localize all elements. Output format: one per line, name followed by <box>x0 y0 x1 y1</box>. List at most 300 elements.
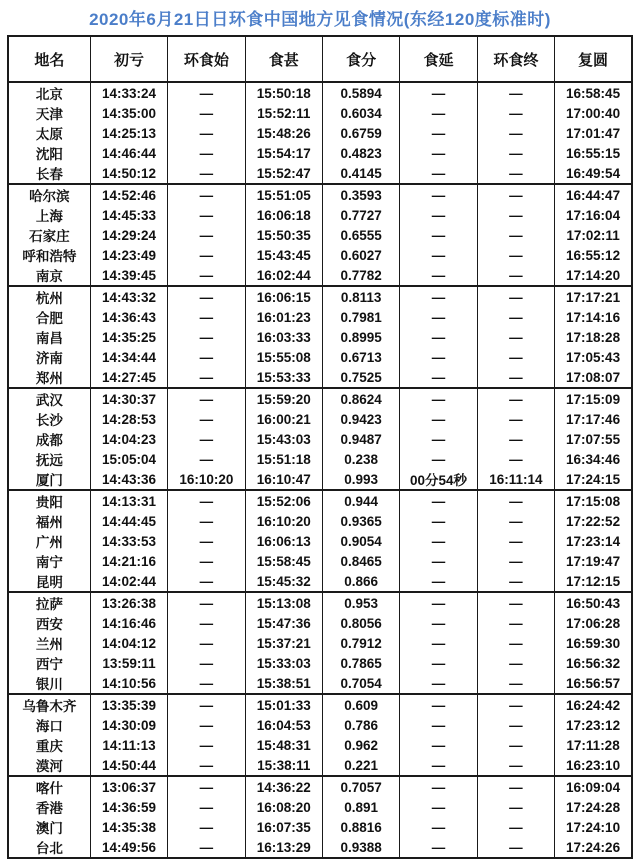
cell-annular-start: — <box>168 225 245 245</box>
cell-maximum: 16:08:20 <box>245 797 322 817</box>
cell-place: 北京 <box>8 82 90 103</box>
cell-first-contact: 13:35:39 <box>90 694 167 715</box>
cell-place: 抚远 <box>8 449 90 469</box>
table-row <box>8 429 632 449</box>
cell-annular-start: — <box>168 429 245 449</box>
cell-first-contact: 14:27:45 <box>90 367 167 388</box>
cell-first-contact: 14:46:44 <box>90 143 167 163</box>
cell-annular-end: — <box>477 307 554 327</box>
cell-annular-start: — <box>168 307 245 327</box>
cell-first-contact: 14:52:46 <box>90 184 167 205</box>
cell-duration: — <box>400 327 477 347</box>
col-header-maximum: 食甚 <box>245 36 322 82</box>
cell-annular-start: — <box>168 449 245 469</box>
cell-annular-start: — <box>168 531 245 551</box>
cell-annular-start: 16:10:20 <box>168 469 245 490</box>
cell-annular-start: — <box>168 163 245 184</box>
table-header <box>8 36 632 82</box>
cell-maximum: 15:38:51 <box>245 673 322 694</box>
cell-maximum: 15:50:18 <box>245 82 322 103</box>
cell-maximum: 16:04:53 <box>245 715 322 735</box>
cell-annular-start: — <box>168 388 245 409</box>
cell-annular-end: 16:11:14 <box>477 469 554 490</box>
cell-last-contact: 16:34:46 <box>555 449 632 469</box>
cell-last-contact: 17:17:21 <box>555 286 632 307</box>
cell-annular-end: — <box>477 571 554 592</box>
cell-place: 上海 <box>8 205 90 225</box>
header-row <box>8 36 632 82</box>
cell-maximum: 14:36:22 <box>245 776 322 797</box>
table-group <box>8 592 632 694</box>
cell-annular-end: — <box>477 633 554 653</box>
cell-annular-start: — <box>168 715 245 735</box>
cell-duration: — <box>400 123 477 143</box>
table-group <box>8 82 632 184</box>
cell-place: 西宁 <box>8 653 90 673</box>
cell-duration: — <box>400 673 477 694</box>
cell-magnitude: 0.609 <box>322 694 399 715</box>
cell-duration: — <box>400 347 477 367</box>
cell-maximum: 15:50:35 <box>245 225 322 245</box>
cell-maximum: 15:54:17 <box>245 143 322 163</box>
cell-last-contact: 17:02:11 <box>555 225 632 245</box>
cell-last-contact: 17:01:47 <box>555 123 632 143</box>
cell-place: 兰州 <box>8 633 90 653</box>
cell-magnitude: 0.4823 <box>322 143 399 163</box>
cell-annular-start: — <box>168 694 245 715</box>
cell-magnitude: 0.7525 <box>322 367 399 388</box>
cell-place: 拉萨 <box>8 592 90 613</box>
table-row <box>8 163 632 184</box>
cell-place: 长春 <box>8 163 90 184</box>
cell-last-contact: 16:55:12 <box>555 245 632 265</box>
table-row <box>8 327 632 347</box>
cell-annular-start: — <box>168 755 245 776</box>
cell-annular-start: — <box>168 347 245 367</box>
cell-first-contact: 14:33:24 <box>90 82 167 103</box>
cell-place: 南昌 <box>8 327 90 347</box>
cell-annular-end: — <box>477 184 554 205</box>
table-row <box>8 633 632 653</box>
cell-annular-end: — <box>477 592 554 613</box>
cell-magnitude: 0.7054 <box>322 673 399 694</box>
cell-annular-end: — <box>477 388 554 409</box>
cell-place: 喀什 <box>8 776 90 797</box>
cell-annular-start: — <box>168 613 245 633</box>
cell-place: 乌鲁木齐 <box>8 694 90 715</box>
table-row <box>8 388 632 409</box>
cell-annular-start: — <box>168 490 245 511</box>
cell-annular-start: — <box>168 735 245 755</box>
cell-magnitude: 0.221 <box>322 755 399 776</box>
cell-maximum: 15:58:45 <box>245 551 322 571</box>
cell-annular-end: — <box>477 245 554 265</box>
cell-duration: — <box>400 817 477 837</box>
cell-annular-end: — <box>477 776 554 797</box>
cell-magnitude: 0.9054 <box>322 531 399 551</box>
cell-first-contact: 14:45:33 <box>90 205 167 225</box>
cell-magnitude: 0.8995 <box>322 327 399 347</box>
cell-maximum: 15:43:45 <box>245 245 322 265</box>
table-row <box>8 613 632 633</box>
cell-last-contact: 17:24:10 <box>555 817 632 837</box>
cell-magnitude: 0.3593 <box>322 184 399 205</box>
table-row <box>8 755 632 776</box>
cell-first-contact: 14:04:12 <box>90 633 167 653</box>
cell-annular-end: — <box>477 367 554 388</box>
cell-maximum: 15:59:20 <box>245 388 322 409</box>
cell-magnitude: 0.953 <box>322 592 399 613</box>
cell-magnitude: 0.5894 <box>322 82 399 103</box>
cell-magnitude: 0.7782 <box>322 265 399 286</box>
cell-duration: — <box>400 715 477 735</box>
cell-annular-start: — <box>168 82 245 103</box>
cell-last-contact: 16:24:42 <box>555 694 632 715</box>
cell-first-contact: 14:34:44 <box>90 347 167 367</box>
cell-duration: — <box>400 797 477 817</box>
cell-last-contact: 17:16:04 <box>555 205 632 225</box>
cell-duration: — <box>400 163 477 184</box>
cell-annular-end: — <box>477 817 554 837</box>
cell-annular-start: — <box>168 103 245 123</box>
table-row <box>8 265 632 286</box>
cell-last-contact: 17:11:28 <box>555 735 632 755</box>
cell-duration: — <box>400 388 477 409</box>
cell-maximum: 15:51:18 <box>245 449 322 469</box>
cell-duration: — <box>400 571 477 592</box>
cell-annular-end: — <box>477 837 554 858</box>
cell-duration: — <box>400 633 477 653</box>
cell-magnitude: 0.7727 <box>322 205 399 225</box>
cell-magnitude: 0.7981 <box>322 307 399 327</box>
table-row <box>8 143 632 163</box>
cell-place: 台北 <box>8 837 90 858</box>
cell-duration: — <box>400 694 477 715</box>
cell-first-contact: 13:59:11 <box>90 653 167 673</box>
cell-annular-end: — <box>477 82 554 103</box>
cell-place: 银川 <box>8 673 90 694</box>
cell-maximum: 16:07:35 <box>245 817 322 837</box>
cell-magnitude: 0.7912 <box>322 633 399 653</box>
cell-maximum: 16:01:23 <box>245 307 322 327</box>
cell-first-contact: 14:28:53 <box>90 409 167 429</box>
col-header-last-contact: 复圆 <box>555 36 632 82</box>
cell-annular-end: — <box>477 123 554 143</box>
table-row <box>8 551 632 571</box>
cell-first-contact: 13:06:37 <box>90 776 167 797</box>
cell-first-contact: 14:35:00 <box>90 103 167 123</box>
cell-place: 香港 <box>8 797 90 817</box>
cell-maximum: 16:06:18 <box>245 205 322 225</box>
table-row <box>8 347 632 367</box>
cell-annular-start: — <box>168 409 245 429</box>
cell-last-contact: 16:44:47 <box>555 184 632 205</box>
cell-annular-start: — <box>168 143 245 163</box>
table-row <box>8 286 632 307</box>
cell-duration: — <box>400 286 477 307</box>
cell-duration: — <box>400 837 477 858</box>
table-group <box>8 184 632 286</box>
cell-maximum: 15:51:05 <box>245 184 322 205</box>
cell-magnitude: 0.6555 <box>322 225 399 245</box>
table-group <box>8 286 632 388</box>
cell-magnitude: 0.866 <box>322 571 399 592</box>
cell-last-contact: 16:50:43 <box>555 592 632 613</box>
cell-place: 长沙 <box>8 409 90 429</box>
table-row <box>8 653 632 673</box>
cell-first-contact: 13:26:38 <box>90 592 167 613</box>
cell-place: 福州 <box>8 511 90 531</box>
cell-annular-end: — <box>477 673 554 694</box>
cell-magnitude: 0.238 <box>322 449 399 469</box>
cell-duration: — <box>400 490 477 511</box>
cell-duration: — <box>400 449 477 469</box>
cell-annular-end: — <box>477 797 554 817</box>
cell-magnitude: 0.8816 <box>322 817 399 837</box>
table-row <box>8 367 632 388</box>
cell-first-contact: 14:25:13 <box>90 123 167 143</box>
cell-place: 贵阳 <box>8 490 90 511</box>
cell-first-contact: 14:13:31 <box>90 490 167 511</box>
cell-annular-end: — <box>477 531 554 551</box>
cell-maximum: 15:52:06 <box>245 490 322 511</box>
cell-maximum: 16:02:44 <box>245 265 322 286</box>
table-row <box>8 123 632 143</box>
cell-last-contact: 17:15:09 <box>555 388 632 409</box>
cell-maximum: 16:00:21 <box>245 409 322 429</box>
cell-annular-start: — <box>168 245 245 265</box>
cell-place: 石家庄 <box>8 225 90 245</box>
cell-last-contact: 17:14:16 <box>555 307 632 327</box>
cell-annular-end: — <box>477 449 554 469</box>
cell-last-contact: 17:23:12 <box>555 715 632 735</box>
cell-place: 重庆 <box>8 735 90 755</box>
cell-last-contact: 17:06:28 <box>555 613 632 633</box>
cell-annular-start: — <box>168 367 245 388</box>
cell-last-contact: 17:23:14 <box>555 531 632 551</box>
cell-annular-end: — <box>477 735 554 755</box>
cell-duration: — <box>400 82 477 103</box>
cell-annular-end: — <box>477 694 554 715</box>
table-row <box>8 245 632 265</box>
cell-duration: — <box>400 735 477 755</box>
cell-place: 合肥 <box>8 307 90 327</box>
cell-maximum: 15:55:08 <box>245 347 322 367</box>
cell-magnitude: 0.9423 <box>322 409 399 429</box>
table-row <box>8 837 632 858</box>
cell-duration: — <box>400 551 477 571</box>
cell-place: 沈阳 <box>8 143 90 163</box>
cell-annular-start: — <box>168 633 245 653</box>
table-row <box>8 307 632 327</box>
cell-first-contact: 14:35:25 <box>90 327 167 347</box>
cell-maximum: 16:10:47 <box>245 469 322 490</box>
cell-first-contact: 14:36:43 <box>90 307 167 327</box>
cell-first-contact: 14:04:23 <box>90 429 167 449</box>
cell-duration: — <box>400 409 477 429</box>
cell-annular-end: — <box>477 755 554 776</box>
table-row <box>8 531 632 551</box>
table-row <box>8 409 632 429</box>
table-group <box>8 776 632 858</box>
cell-annular-end: — <box>477 265 554 286</box>
cell-annular-start: — <box>168 776 245 797</box>
table-row <box>8 776 632 797</box>
cell-first-contact: 14:16:46 <box>90 613 167 633</box>
cell-place: 昆明 <box>8 571 90 592</box>
cell-annular-start: — <box>168 837 245 858</box>
cell-last-contact: 17:15:08 <box>555 490 632 511</box>
cell-annular-start: — <box>168 817 245 837</box>
cell-last-contact: 16:49:54 <box>555 163 632 184</box>
cell-duration: — <box>400 613 477 633</box>
cell-place: 武汉 <box>8 388 90 409</box>
cell-magnitude: 0.8056 <box>322 613 399 633</box>
cell-annular-start: — <box>168 673 245 694</box>
table-row <box>8 82 632 103</box>
cell-annular-end: — <box>477 715 554 735</box>
table-row <box>8 184 632 205</box>
cell-magnitude: 0.6713 <box>322 347 399 367</box>
table-row <box>8 449 632 469</box>
cell-last-contact: 17:14:20 <box>555 265 632 286</box>
cell-duration: — <box>400 511 477 531</box>
cell-maximum: 15:52:11 <box>245 103 322 123</box>
eclipse-table <box>7 35 633 859</box>
cell-annular-start: — <box>168 797 245 817</box>
table-row <box>8 571 632 592</box>
cell-first-contact: 14:50:44 <box>90 755 167 776</box>
cell-first-contact: 14:10:56 <box>90 673 167 694</box>
cell-maximum: 15:45:32 <box>245 571 322 592</box>
cell-place: 太原 <box>8 123 90 143</box>
cell-maximum: 15:47:36 <box>245 613 322 633</box>
cell-maximum: 15:13:08 <box>245 592 322 613</box>
cell-last-contact: 17:05:43 <box>555 347 632 367</box>
cell-first-contact: 14:21:16 <box>90 551 167 571</box>
cell-first-contact: 14:23:49 <box>90 245 167 265</box>
cell-magnitude: 0.786 <box>322 715 399 735</box>
cell-magnitude: 0.9365 <box>322 511 399 531</box>
col-header-magnitude: 食分 <box>322 36 399 82</box>
cell-place: 厦门 <box>8 469 90 490</box>
cell-maximum: 15:53:33 <box>245 367 322 388</box>
cell-annular-start: — <box>168 205 245 225</box>
table-row <box>8 103 632 123</box>
cell-first-contact: 14:43:36 <box>90 469 167 490</box>
cell-place: 杭州 <box>8 286 90 307</box>
cell-last-contact: 16:09:04 <box>555 776 632 797</box>
cell-last-contact: 17:07:55 <box>555 429 632 449</box>
cell-last-contact: 17:19:47 <box>555 551 632 571</box>
cell-maximum: 15:52:47 <box>245 163 322 184</box>
cell-duration: — <box>400 367 477 388</box>
cell-place: 西安 <box>8 613 90 633</box>
cell-duration: — <box>400 245 477 265</box>
cell-place: 漠河 <box>8 755 90 776</box>
cell-annular-start: — <box>168 327 245 347</box>
table-group <box>8 694 632 776</box>
cell-annular-end: — <box>477 511 554 531</box>
cell-annular-end: — <box>477 653 554 673</box>
cell-last-contact: 17:22:52 <box>555 511 632 531</box>
cell-magnitude: 0.993 <box>322 469 399 490</box>
cell-annular-end: — <box>477 347 554 367</box>
cell-annular-end: — <box>477 225 554 245</box>
table-group <box>8 490 632 592</box>
cell-annular-start: — <box>168 286 245 307</box>
cell-duration: — <box>400 307 477 327</box>
cell-place: 广州 <box>8 531 90 551</box>
cell-place: 南京 <box>8 265 90 286</box>
cell-annular-start: — <box>168 592 245 613</box>
cell-magnitude: 0.8113 <box>322 286 399 307</box>
cell-annular-end: — <box>477 409 554 429</box>
cell-magnitude: 0.891 <box>322 797 399 817</box>
cell-last-contact: 17:17:46 <box>555 409 632 429</box>
col-header-first-contact: 初亏 <box>90 36 167 82</box>
cell-place: 澳门 <box>8 817 90 837</box>
cell-place: 郑州 <box>8 367 90 388</box>
col-header-annular-start: 环食始 <box>168 36 245 82</box>
cell-magnitude: 0.4145 <box>322 163 399 184</box>
cell-annular-end: — <box>477 286 554 307</box>
cell-last-contact: 16:55:15 <box>555 143 632 163</box>
cell-annular-start: — <box>168 265 245 286</box>
cell-duration: — <box>400 143 477 163</box>
cell-magnitude: 0.962 <box>322 735 399 755</box>
cell-magnitude: 0.6027 <box>322 245 399 265</box>
table-row <box>8 817 632 837</box>
cell-last-contact: 17:12:15 <box>555 571 632 592</box>
cell-duration: — <box>400 776 477 797</box>
cell-duration: — <box>400 429 477 449</box>
cell-magnitude: 0.944 <box>322 490 399 511</box>
cell-annular-end: — <box>477 205 554 225</box>
col-header-place: 地名 <box>8 36 90 82</box>
cell-place: 海口 <box>8 715 90 735</box>
cell-place: 成都 <box>8 429 90 449</box>
cell-duration: — <box>400 184 477 205</box>
cell-maximum: 15:37:21 <box>245 633 322 653</box>
col-header-duration: 食延 <box>400 36 477 82</box>
cell-annular-end: — <box>477 163 554 184</box>
cell-duration: 00分54秒 <box>400 469 477 490</box>
cell-maximum: 16:13:29 <box>245 837 322 858</box>
cell-annular-end: — <box>477 143 554 163</box>
cell-magnitude: 0.8624 <box>322 388 399 409</box>
cell-annular-end: — <box>477 103 554 123</box>
cell-maximum: 15:43:03 <box>245 429 322 449</box>
cell-last-contact: 17:18:28 <box>555 327 632 347</box>
cell-maximum: 15:01:33 <box>245 694 322 715</box>
cell-maximum: 16:06:13 <box>245 531 322 551</box>
cell-magnitude: 0.9487 <box>322 429 399 449</box>
table-row <box>8 469 632 490</box>
cell-maximum: 15:33:03 <box>245 653 322 673</box>
table-row <box>8 205 632 225</box>
cell-first-contact: 14:43:32 <box>90 286 167 307</box>
table-row <box>8 735 632 755</box>
cell-first-contact: 14:29:24 <box>90 225 167 245</box>
table-row <box>8 694 632 715</box>
cell-annular-end: — <box>477 429 554 449</box>
cell-duration: — <box>400 205 477 225</box>
cell-magnitude: 0.7057 <box>322 776 399 797</box>
cell-place: 哈尔滨 <box>8 184 90 205</box>
cell-magnitude: 0.7865 <box>322 653 399 673</box>
cell-first-contact: 14:33:53 <box>90 531 167 551</box>
